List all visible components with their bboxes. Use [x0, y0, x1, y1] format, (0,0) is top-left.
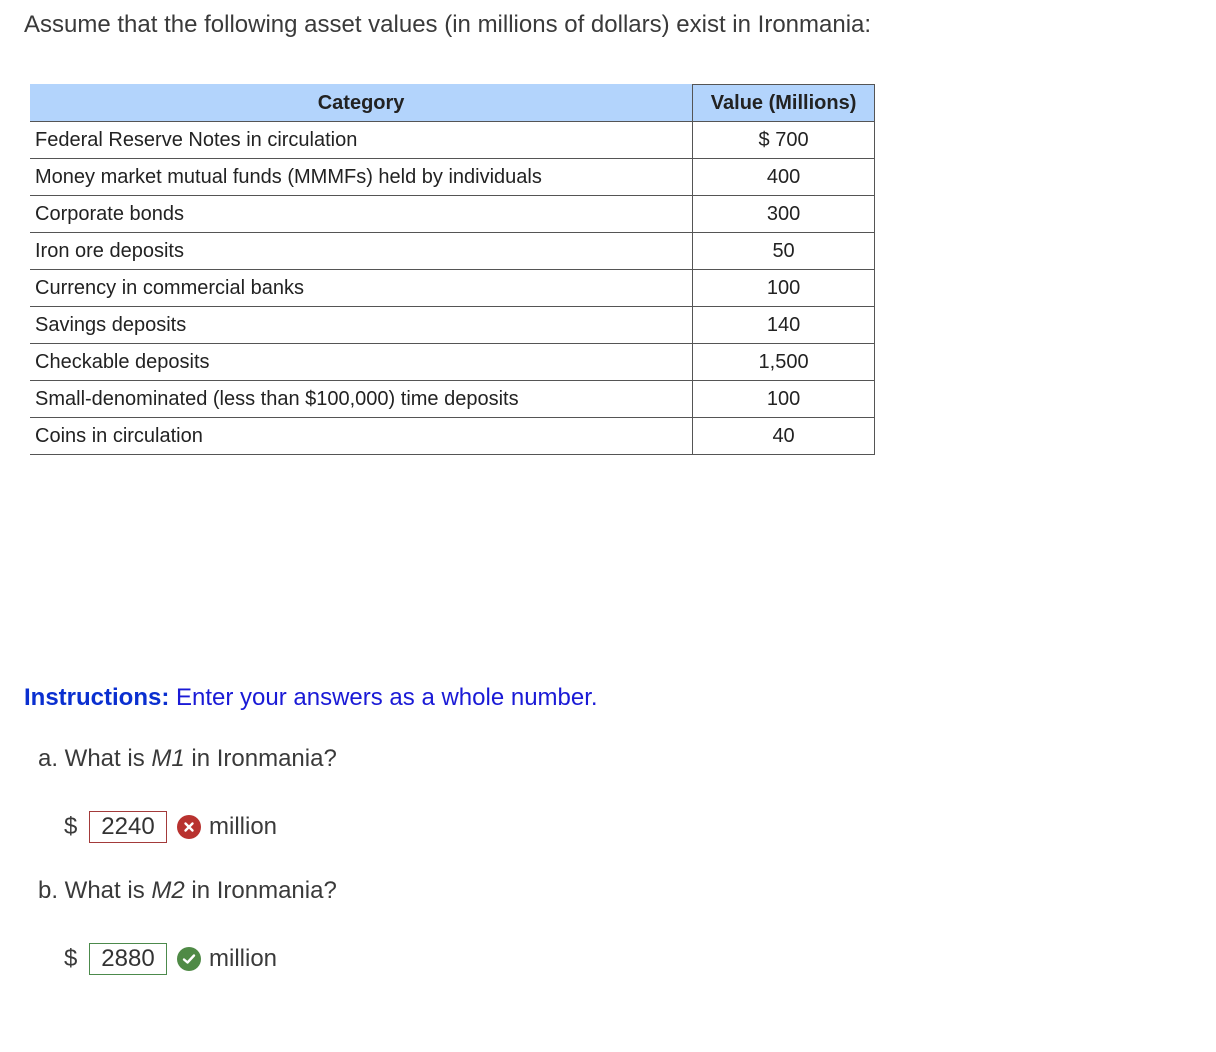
- table-row: [30, 418, 875, 455]
- answer-b-row: [64, 941, 277, 977]
- table-row: [30, 344, 875, 381]
- category-cell: Checkable deposits: [30, 344, 693, 381]
- question-b-prefix: b. What is: [38, 877, 152, 904]
- answer-a-row: [64, 809, 277, 845]
- answer-a-unit: million: [209, 813, 278, 840]
- category-cell: Money market mutual funds (MMMFs) held by individuals: [30, 159, 693, 196]
- table-row: [30, 159, 875, 196]
- category-cell: Federal Reserve Notes in circulation: [30, 122, 693, 159]
- question-b-term: M2: [151, 877, 185, 904]
- table-row: [30, 381, 875, 418]
- category-cell: Corporate bonds: [30, 196, 693, 233]
- value-column-header: Value (Millions): [693, 85, 875, 122]
- question-b: [38, 877, 337, 905]
- category-cell: Savings deposits: [30, 307, 693, 344]
- value-cell: 100: [693, 270, 875, 307]
- table-header-row: [30, 85, 875, 122]
- instructions: [24, 684, 598, 712]
- currency-symbol: $: [64, 813, 78, 840]
- category-column-header: Category: [30, 85, 693, 122]
- category-cell: Currency in commercial banks: [30, 270, 693, 307]
- table-row: [30, 196, 875, 233]
- asset-values-table: [30, 84, 875, 455]
- question-a: [38, 745, 337, 773]
- value-cell: 300: [693, 196, 875, 233]
- value-cell: $ 700: [693, 122, 875, 159]
- question-a-prefix: a. What is: [38, 745, 152, 772]
- intro-text: Assume that the following asset values (in millions of dollars) exist in Ironmania:: [24, 11, 872, 38]
- value-cell: 50: [693, 233, 875, 270]
- answer-b-input[interactable]: 2880: [89, 943, 167, 975]
- value-cell: 400: [693, 159, 875, 196]
- currency-symbol: $: [64, 945, 78, 972]
- table-row: [30, 122, 875, 159]
- answer-a-input[interactable]: 2240: [89, 811, 167, 843]
- category-cell: Coins in circulation: [30, 418, 693, 455]
- instructions-text: Enter your answers as a whole number.: [169, 684, 598, 711]
- answer-b-unit: million: [209, 945, 278, 972]
- x-circle-icon: [177, 815, 201, 839]
- category-cell: Small-denominated (less than $100,000) time deposits: [30, 381, 693, 418]
- value-cell: 40: [693, 418, 875, 455]
- question-b-suffix: in Ironmania?: [184, 877, 337, 904]
- table-row: [30, 233, 875, 270]
- instructions-lead: Instructions:: [24, 684, 170, 711]
- value-cell: 100: [693, 381, 875, 418]
- category-cell: Iron ore deposits: [30, 233, 693, 270]
- check-circle-icon: [177, 947, 201, 971]
- value-cell: 1,500: [693, 344, 875, 381]
- question-a-term: M1: [151, 745, 185, 772]
- value-cell: 140: [693, 307, 875, 344]
- table-row: [30, 307, 875, 344]
- question-a-suffix: in Ironmania?: [184, 745, 337, 772]
- table-row: [30, 270, 875, 307]
